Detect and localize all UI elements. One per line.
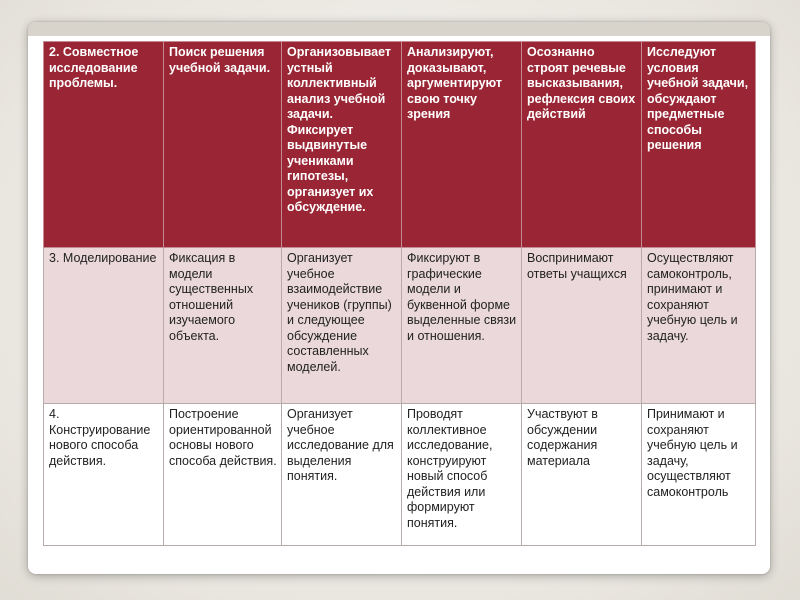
table-header-row xyxy=(44,42,756,248)
table-cell: 4. Конструирование нового способа действия. xyxy=(44,404,164,546)
table-cell: Фиксируют в графические модели и буквенной форме выделенные связи и отношения. xyxy=(402,248,522,404)
table-cell: Организует учебное взаимодействие учеников (группы) и следующее обсуждение составленных моделей. xyxy=(282,248,402,404)
lesson-stages-table xyxy=(43,41,756,546)
table-cell: Воспринимают ответы учащихся xyxy=(522,248,642,404)
slide-top-band xyxy=(28,22,770,36)
header-cell-stage: 2. Совместное исследование проблемы. xyxy=(44,42,164,248)
table-cell: Принимают и сохраняют учебную цель и задачу, осуществляют самоконтроль xyxy=(642,404,756,546)
table-cell: Участвуют в обсуждении содержания материала xyxy=(522,404,642,546)
table-row xyxy=(44,404,756,546)
table-cell: Осуществляют самоконтроль, принимают и сохраняют учебную цель и задачу. xyxy=(642,248,756,404)
table-cell: Проводят коллективное исследование, конструируют новый способ действия или формируют понятия. xyxy=(402,404,522,546)
table-cell: Фиксация в модели существенных отношений изучаемого объекта. xyxy=(164,248,282,404)
slide-card xyxy=(28,22,770,574)
header-cell-communicative: Осознанно строят речевые высказывания, рефлексия своих действий xyxy=(522,42,642,248)
header-cell-regulatory: Исследуют условия учебной задачи, обсуждают предметные способы решения xyxy=(642,42,756,248)
table-cell: Построение ориентированной основы нового способа действия. xyxy=(164,404,282,546)
table-row xyxy=(44,248,756,404)
header-cell-cognitive: Анализируют, доказывают, аргументируют свою точку зрения xyxy=(402,42,522,248)
table-cell: 3. Моделирование xyxy=(44,248,164,404)
header-cell-teacher: Организовывает устный коллективный анализ учебной задачи. Фиксирует выдвинутые учениками гипотезы, организует их обсуждение. xyxy=(282,42,402,248)
table-cell: Организует учебное исследование для выделения понятия. xyxy=(282,404,402,546)
header-cell-goal: Поиск решения учебной задачи. xyxy=(164,42,282,248)
